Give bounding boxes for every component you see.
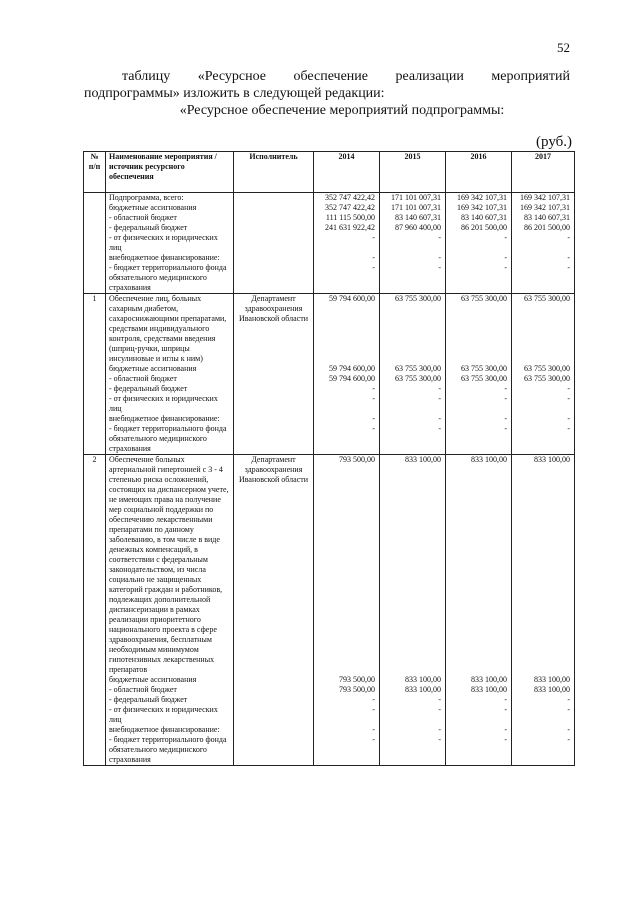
cell-2017: - [512,394,575,414]
cell-no [84,685,106,695]
cell-2016: 833 100,00 [446,455,512,676]
cell-2015: - [380,233,446,253]
cell-2015: 171 101 007,31 [380,203,446,213]
cell-executor [234,685,314,695]
cell-2016: - [446,233,512,253]
table-row [84,685,575,695]
cell-name: - федеральный бюджет [106,223,234,233]
cell-2017: 833 100,00 [512,675,575,685]
cell-2017: - [512,705,575,725]
cell-2014: 59 794 600,00 [314,374,380,384]
cell-2014: - [314,394,380,414]
cell-2014: - [314,414,380,424]
cell-2017: 86 201 500,00 [512,223,575,233]
cell-name: - федеральный бюджет [106,384,234,394]
cell-2014: 352 747 422,42 [314,203,380,213]
header-2014: 2014 [314,152,380,193]
cell-executor: Департамент здравоохранения Ивановской области [234,455,314,676]
table-row [84,213,575,223]
cell-executor [234,384,314,394]
cell-2017: - [512,725,575,735]
cell-executor [234,735,314,766]
cell-2017: - [512,253,575,263]
cell-no [84,263,106,294]
cell-2017: - [512,233,575,253]
cell-executor [234,223,314,233]
cell-2017: 833 100,00 [512,455,575,676]
header-2015: 2015 [380,152,446,193]
cell-2017: 833 100,00 [512,685,575,695]
cell-no [84,695,106,705]
cell-2017: - [512,735,575,766]
table-row [84,223,575,233]
cell-2015: - [380,735,446,766]
table-row [84,203,575,213]
cell-no: 2 [84,455,106,676]
cell-2014: 59 794 600,00 [314,364,380,374]
cell-executor [234,414,314,424]
cell-2016: - [446,735,512,766]
cell-no [84,394,106,414]
cell-2015: - [380,705,446,725]
cell-2016: 83 140 607,31 [446,213,512,223]
cell-name: бюджетные ассигнования [106,203,234,213]
table-body [84,193,575,766]
table-row [84,735,575,766]
table-row [84,193,575,204]
header-2016: 2016 [446,152,512,193]
table-row [84,233,575,253]
cell-2014: - [314,735,380,766]
table-row [84,455,575,676]
cell-no [84,364,106,374]
cell-no [84,384,106,394]
cell-2017: - [512,424,575,455]
cell-2015: 833 100,00 [380,685,446,695]
cell-2016: 169 342 107,31 [446,193,512,204]
table-row [84,394,575,414]
cell-executor [234,394,314,414]
cell-name: - областной бюджет [106,213,234,223]
cell-2016: - [446,414,512,424]
cell-name: - от физических и юридических лиц [106,705,234,725]
intro-line-2: подпрограммы» изложить в следующей редакции: [84,86,385,101]
resource-table [83,151,575,766]
cell-2016: 63 755 300,00 [446,294,512,365]
cell-2014: - [314,253,380,263]
cell-no [84,233,106,253]
cell-executor [234,695,314,705]
cell-no [84,253,106,263]
cell-2015: - [380,414,446,424]
cell-name: внебюджетное финансирование: [106,253,234,263]
cell-executor [234,233,314,253]
cell-2014: - [314,263,380,294]
cell-name: бюджетные ассигнования [106,364,234,374]
cell-executor [234,263,314,294]
cell-2014: 352 747 422,42 [314,193,380,204]
cell-2014: - [314,695,380,705]
cell-no [84,223,106,233]
cell-name: - бюджет территориального фонда обязательного медицинского страхования [106,735,234,766]
cell-2015: 87 960 400,00 [380,223,446,233]
table-header-row [84,152,575,193]
intro-word: «Ресурсное [197,69,267,84]
cell-name: - областной бюджет [106,685,234,695]
cell-no [84,675,106,685]
cell-2017: - [512,263,575,294]
cell-2017: 169 342 107,31 [512,193,575,204]
intro-word: таблицу [122,69,171,84]
cell-2015: 63 755 300,00 [380,364,446,374]
cell-2015: - [380,384,446,394]
cell-no [84,374,106,384]
cell-2015: 171 101 007,31 [380,193,446,204]
cell-2015: - [380,725,446,735]
cell-2017: - [512,384,575,394]
cell-name: Подпрограмма, всего: [106,193,234,204]
cell-name: - областной бюджет [106,374,234,384]
cell-2015: 83 140 607,31 [380,213,446,223]
page-number: 52 [557,40,570,55]
cell-name: - федеральный бюджет [106,695,234,705]
cell-name: бюджетные ассигнования [106,675,234,685]
cell-2017: - [512,414,575,424]
cell-2017: 169 342 107,31 [512,203,575,213]
currency-unit: (руб.) [536,134,572,150]
table-row [84,695,575,705]
cell-no [84,735,106,766]
intro-word: обеспечение [293,69,369,84]
cell-2016: - [446,384,512,394]
cell-name: внебюджетное финансирование: [106,414,234,424]
table-row [84,364,575,374]
cell-2014: - [314,705,380,725]
cell-name: - бюджет территориального фонда обязательного медицинского страхования [106,263,234,294]
table-row [84,294,575,365]
intro-line-3: «Ресурсное обеспечение мероприятий подпрограммы: [179,103,505,118]
table-row [84,414,575,424]
cell-2017: 63 755 300,00 [512,374,575,384]
cell-no: 1 [84,294,106,365]
table-row [84,384,575,394]
cell-2017: - [512,695,575,705]
cell-2015: - [380,424,446,455]
cell-2015: 833 100,00 [380,675,446,685]
cell-2016: 833 100,00 [446,685,512,695]
cell-2014: 793 500,00 [314,685,380,695]
cell-no [84,203,106,213]
cell-2014: 111 115 500,00 [314,213,380,223]
cell-executor: Департамент здравоохранения Ивановской области [234,294,314,365]
cell-2014: 59 794 600,00 [314,294,380,365]
cell-executor [234,725,314,735]
table-row [84,705,575,725]
cell-name: - бюджет территориального фонда обязательного медицинского страхования [106,424,234,455]
table-row [84,675,575,685]
cell-2014: 793 500,00 [314,455,380,676]
header-no: № п/п [84,152,106,193]
header-name: Наименование мероприятия / источник ресурсного обеспечения [106,152,234,193]
cell-2017: 63 755 300,00 [512,364,575,374]
cell-2016: - [446,725,512,735]
cell-executor [234,364,314,374]
cell-2015: - [380,263,446,294]
cell-executor [234,193,314,204]
cell-2014: - [314,725,380,735]
intro-word: реализации [395,69,464,84]
header-2017: 2017 [512,152,575,193]
cell-2016: - [446,394,512,414]
table-row [84,725,575,735]
table-row [84,263,575,294]
intro-paragraph [84,68,570,119]
cell-2014: - [314,233,380,253]
cell-executor [234,675,314,685]
cell-2016: 63 755 300,00 [446,374,512,384]
table-row [84,374,575,384]
cell-name: внебюджетное финансирование: [106,725,234,735]
cell-no [84,213,106,223]
cell-2014: - [314,384,380,394]
header-executor: Исполнитель [234,152,314,193]
cell-no [84,705,106,725]
cell-executor [234,374,314,384]
cell-executor [234,203,314,213]
cell-2015: - [380,695,446,705]
cell-no [84,193,106,204]
cell-executor [234,705,314,725]
cell-no [84,424,106,455]
cell-2016: - [446,263,512,294]
cell-2015: - [380,253,446,263]
cell-2016: 63 755 300,00 [446,364,512,374]
cell-2017: 83 140 607,31 [512,213,575,223]
cell-2015: 833 100,00 [380,455,446,676]
cell-2017: 63 755 300,00 [512,294,575,365]
cell-2015: 63 755 300,00 [380,294,446,365]
cell-name: - от физических и юридических лиц [106,394,234,414]
cell-2016: 86 201 500,00 [446,223,512,233]
cell-2014: - [314,424,380,455]
cell-no [84,725,106,735]
cell-executor [234,253,314,263]
cell-name: Обеспечение лиц, больных сахарным диабетом, сахароснижающими препаратами, средствами индивидуального контроля, средствами введения (шприц-ручки, шприцы инсулиновые и иглы к ним) [106,294,234,365]
cell-name: Обеспечение больных артериальной гипертонией с 3 - 4 степенью риска осложнений, состоящих на диспансерном учете, не имеющих права на получение мер социальной поддержки по обеспечению лекарственными препаратами по данному заболеванию, в том числе в виде денежных компенсаций, в соответствии с федеральным законодательством, из числа социально не защищенных категорий граждан и работников, подлежащих дополнительной диспансеризации в рамках реализации приоритетного национального проекта в сфере здравоохранения, бесплатным необходимым минимумом гипотензивных лекарственных препаратов [106,455,234,676]
cell-name: - от физических и юридических лиц [106,233,234,253]
cell-2016: - [446,253,512,263]
cell-2016: - [446,705,512,725]
cell-2014: 793 500,00 [314,675,380,685]
cell-2015: - [380,394,446,414]
cell-2014: 241 631 922,42 [314,223,380,233]
intro-line-1 [84,68,570,85]
cell-2016: 833 100,00 [446,675,512,685]
cell-2016: - [446,695,512,705]
cell-2016: - [446,424,512,455]
table-row [84,253,575,263]
table-row [84,424,575,455]
cell-executor [234,424,314,455]
cell-2016: 169 342 107,31 [446,203,512,213]
intro-word: мероприятий [491,69,570,84]
cell-2015: 63 755 300,00 [380,374,446,384]
cell-executor [234,213,314,223]
cell-no [84,414,106,424]
